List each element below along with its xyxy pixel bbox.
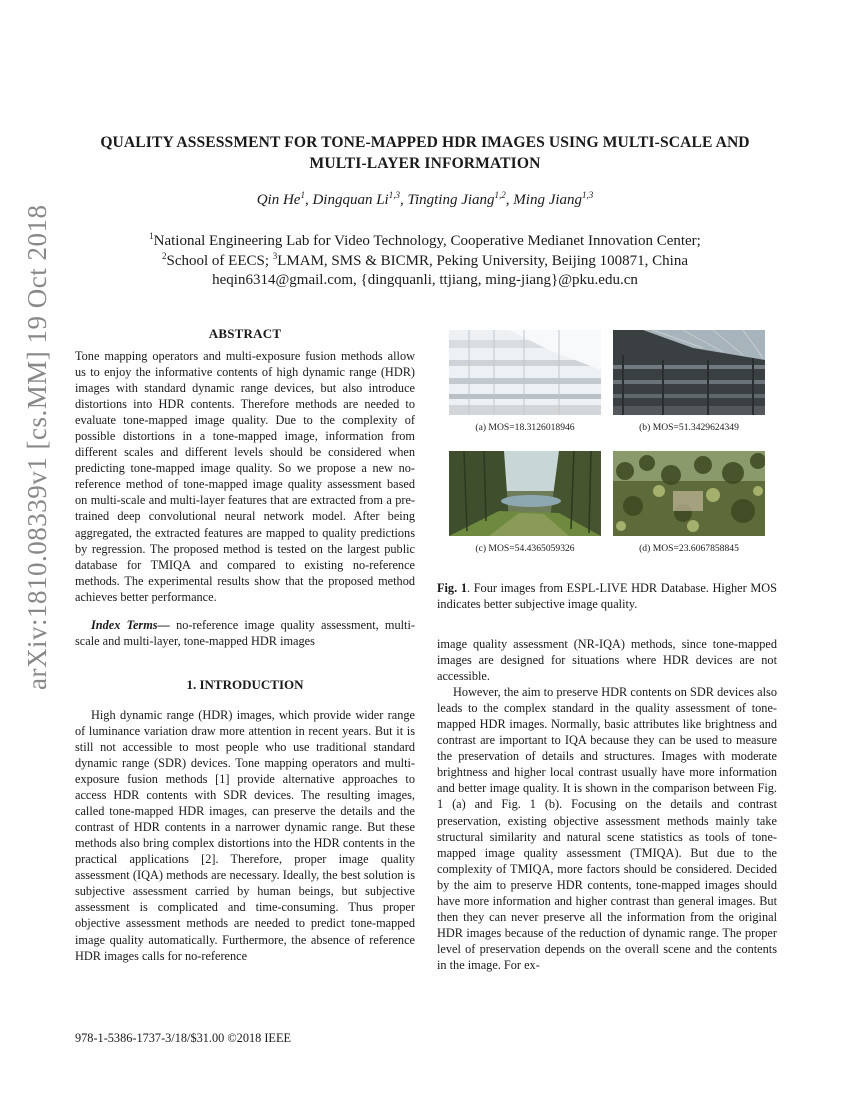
index-terms-text: no-reference image quality assessment, multi-scale and multi-layer, tone-mapped HDR images	[75, 617, 415, 648]
title-line-2: MULTI-LAYER INFORMATION	[309, 155, 541, 172]
introduction-text: High dynamic range (HDR) images, which provide wider range of luminance variation draw more attention in recent years. But it is still not accessible to most people who use traditional standard dynamic range (SDR) devices. Tone mapping operators and multi-exposure fusion methods [1] provide alternative approaches to access HDR contents with SDR devices. The resulting images, called tone-mapped HDR images, can preserve the details and the contrast of HDR contents in a narrower dynamic range. But these methods also bring complex distortions into the HDR contents in the practical applications [2]. Therefore, proper image quality assessment (IQA) methods are necessary. Ideally, the best solution is subjective assessment carried by human beings, but subjective assessment is complicated and time-consuming. Thus proper objective assessment methods are needed to predict tone-mapped image quality automatically. Furthermore, the absence of reference HDR images calls for no-reference	[75, 707, 415, 963]
forest-distorted-image	[613, 451, 765, 536]
figure-caption-text: . Four images from ESPL-LIVE HDR Database. Higher MOS indicates better subjective image quality.	[437, 581, 778, 612]
figure-caption-d: (d) MOS=23.6067858845	[639, 543, 739, 554]
author-sup: 1,3	[388, 190, 400, 200]
figure-panel-a	[449, 330, 601, 433]
introduction-heading: 1. INTRODUCTION	[186, 676, 304, 692]
figure-label: Fig. 1	[437, 581, 467, 595]
author-name: Tingting Jiang	[407, 192, 495, 208]
index-terms	[75, 617, 415, 649]
figure-panel-c	[449, 451, 601, 554]
affiliation-line-1: $^1$National Engineering Lab for Video Technology, Cooperative Medianet Innovation Center;	[149, 231, 701, 249]
figure-grid	[437, 330, 777, 570]
author-list: Qin He$^1$, Dingquan Li$^{1,3}$, Tingting Jiang$^{1,2}$, Ming Jiang$^{1,3}$	[256, 190, 594, 208]
figure-caption-b: (b) MOS=51.3429624349	[639, 422, 739, 433]
author-sup: 1	[300, 190, 305, 200]
atrium-bright-image	[449, 330, 601, 415]
author-sup: 1,3	[582, 190, 594, 200]
figure-caption	[437, 580, 777, 612]
abstract-heading: ABSTRACT	[208, 326, 282, 341]
title-line-1: QUALITY ASSESSMENT FOR TONE-MAPPED HDR IMAGES USING MULTI-SCALE AND	[100, 134, 750, 151]
left-column	[75, 326, 415, 964]
paper-title	[60, 132, 790, 174]
paragraph: image quality assessment (NR-IQA) methods, since tone-mapped images are designed for situations where HDR devices are not accessible.	[437, 637, 777, 684]
atrium-dark-image	[613, 330, 765, 415]
forest-lake-image	[449, 451, 601, 536]
abstract-text: Tone mapping operators and multi-exposure fusion methods allow us to enjoy the informative contents of high dynamic range (HDR) images with standard dynamic range devices, but also introduce distortions into HDR contents. Therefore methods are needed to evaluate tone-mapped image quality. Due to the complexity of possible distortions in a tone-mapped image, information from different scales and different levels should be considered when predicting tone-mapped image quality. So we propose a new no-reference method of tone-mapped image quality assessment based on multi-scale and multi-layer features that are extracted from a pre-trained deep convolutional neural network model. After being aggregated, the extracted features are mapped to quality predictions by regression. The proposed method is tested on the largest public database for TMIQA and compared to existing no-reference methods. The experimental results show that the proposed method achieves better performance.	[75, 349, 415, 604]
affiliation-emails: heqin6314@gmail.com, {dingquanli, ttjiang, ming-jiang}@pku.edu.cn	[212, 272, 638, 288]
copyright-footer: 978-1-5386-1737-3/18/$31.00 ©2018 IEEE	[75, 1031, 291, 1045]
arxiv-stamp: arXiv:1810.08339v1 [cs.MM] 19 Oct 2018	[22, 204, 52, 690]
figure-panel-b	[613, 330, 765, 433]
index-terms-label: Index Terms—	[91, 617, 170, 632]
affiliations	[60, 232, 790, 291]
figure-panel-d	[613, 451, 765, 554]
figure-caption-a: (a) MOS=18.3126018946	[475, 422, 575, 433]
figure-block	[437, 330, 777, 612]
author-name: Ming Jiang	[513, 192, 583, 208]
figure-caption-c: (c) MOS=54.4365059326	[475, 543, 575, 554]
right-column-text	[437, 636, 777, 973]
affiliation-line-2: $^2$School of EECS; $^3$LMAM, SMS & BICMR, Peking University, Beijing 100871, China	[162, 250, 688, 269]
paragraph: However, the aim to preserve HDR contents on SDR devices also leads to the complex standard in the quality assessment of tone-mapped HDR images. Normally, basic attributes like brightness and contrast are important to IQA because they can be used to measure the preservation of details and structures. Images with moderate brightness and higher local contrast usually have more information and better image quality. It is shown in the comparison between Fig. 1 (a) and Fig. 1 (b). Focusing on the details and contrast preservation, existing objective assessment methods mainly take structural similarity and natural scene statistics as tools of tone-mapped image quality assessment (TMIQA). But due to the complexity of TMIQA, more factors should be considered. Decided by the aim to preserve HDR contents, tone-mapped images should have more information and higher contrast than general images. But then they can never preserve all the information from the original HDR images because of the reduction of dynamic range. The proper level of preservation depends on the overall scene and the contents in the image. For ex-	[437, 685, 777, 972]
author-name: Dingquan Li	[312, 192, 389, 208]
author-name: Qin He	[256, 192, 301, 208]
author-sup: 1,2	[494, 190, 506, 200]
